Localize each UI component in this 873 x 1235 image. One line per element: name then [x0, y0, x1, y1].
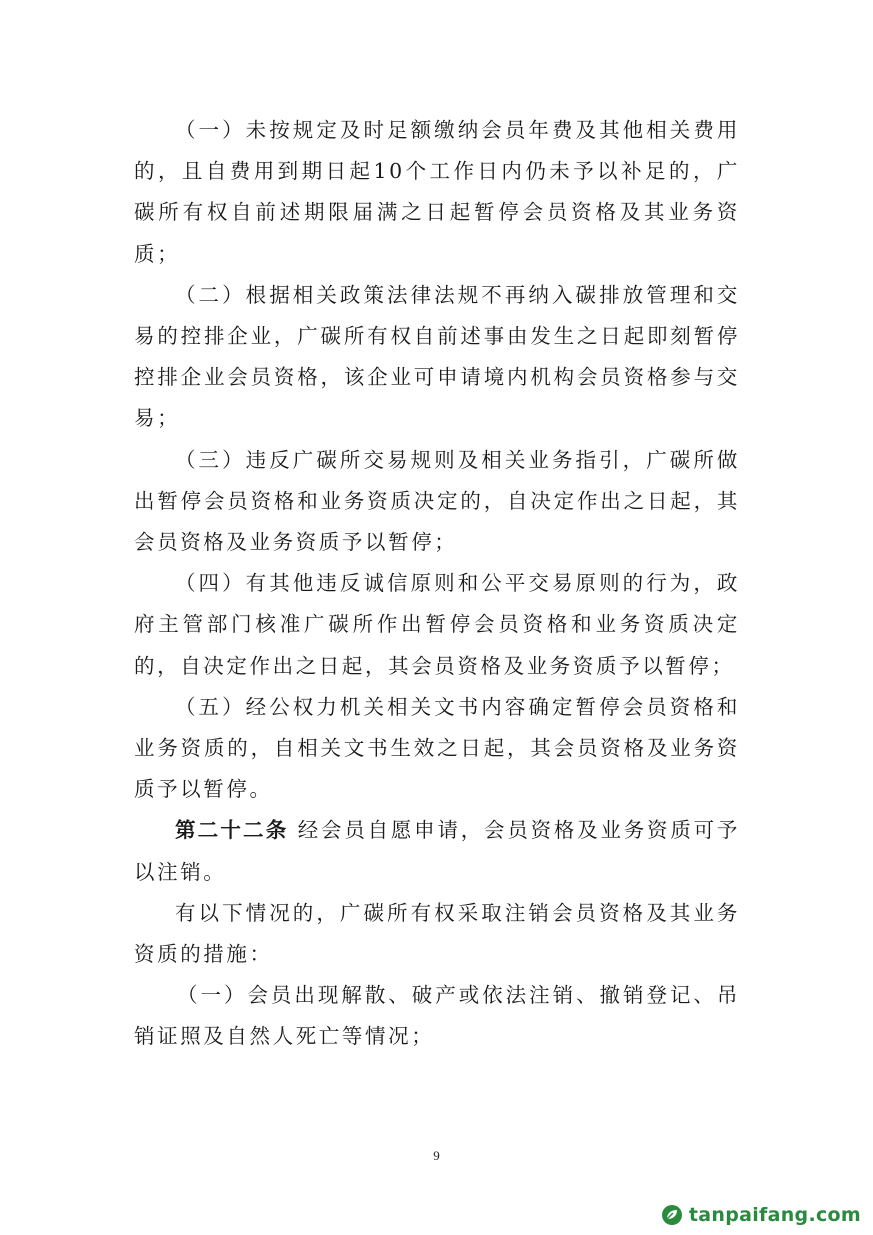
leaf-logo-icon — [661, 1204, 683, 1226]
article-heading: 第二十二条 — [175, 818, 289, 843]
paragraph-4: （四）有其他违反诚信原则和公平交易原则的行为，政府主管部门核准广碳所作出暂停会员资格和业务资质决定的，自决定作出之日起，其会员资格及业务资质予以暂停； — [134, 571, 740, 678]
page-number: 9 — [433, 1148, 440, 1163]
watermark-text: tanpaifang.com — [688, 1204, 861, 1226]
paragraph-1: （一）未按规定及时足额缴纳会员年费及其他相关费用的，且自费用到期日起10个工作日内仍未予以补足的，广碳所有权自前述期限届满之日起暂停会员资格及其业务资质； — [134, 118, 740, 266]
paragraph-7: 有以下情况的，广碳所有权采取注销会员资格及其业务资质的措施： — [134, 900, 740, 967]
paragraph-8: （一）会员出现解散、破产或依法注销、撤销登记、吊销证照及自然人死亡等情况； — [134, 983, 740, 1049]
paragraph-5: （五）经公权力机关相关文书内容确定暂停会员资格和业务资质的，自相关文书生效之日起，其会员资格及业务资质予以暂停。 — [134, 694, 740, 802]
article-text: 经会员自愿申请，会员资格及业务资质可予以注销。 — [134, 818, 741, 884]
article-22 — [134, 810, 740, 892]
document-body — [134, 110, 740, 1058]
watermark[interactable] — [661, 1200, 861, 1230]
paragraph-3: （三）违反广碳所交易规则及相关业务指引，广碳所做出暂停会员资格和业务资质决定的，自决定作出之日起，其会员资格及业务资质予以暂停； — [134, 447, 740, 555]
paragraph-2: （二）根据相关政策法律法规不再纳入碳排放管理和交易的控排企业，广碳所有权自前述事由发生之日起即刻暂停控排企业会员资格，该企业可申请境内机构会员资格参与交易； — [134, 282, 740, 431]
